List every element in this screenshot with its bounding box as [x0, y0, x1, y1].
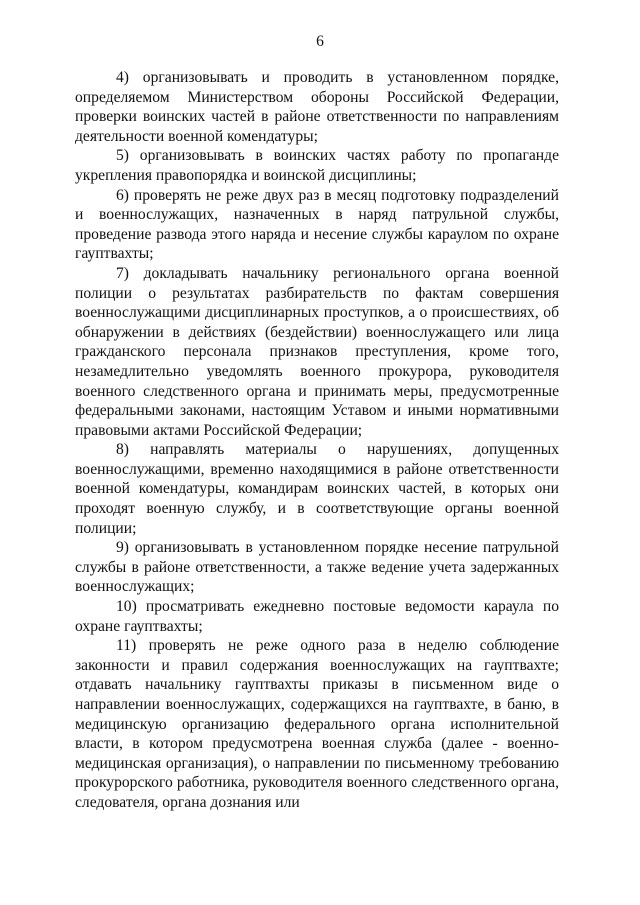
paragraph-item-7: 7) докладывать начальнику регионального органа военной полиции о результатах разбирательств по фактам совершения военнослужащими дисциплинарных проступков, а о происшествиях, об обнаружении в действиях (бездействии) военнослужащего или лица гражданского персонала признаков преступления, кроме того, незамедлительно уведомлять военного прокурора, руководителя военного следственного органа и принимать меры, предусмотренные федеральными законами, настоящим Уставом и иными нормативными правовыми актами Российской Федерации;	[75, 264, 559, 439]
paragraph-item-8: 8) направлять материалы о нарушениях, допущенных военнослужащими, временно находящимися в районе ответственности военной комендатуры, командирам воинских частей, в которых они проходят военную службу, и в соответствующие органы военной полиции;	[75, 441, 559, 537]
document-body	[75, 68, 559, 813]
paragraph-item-9: 9) организовывать в установленном порядке несение патрульной службы в районе ответственности, а также ведение учета задержанных военнослужащих;	[75, 539, 559, 596]
paragraph-item-6: 6) проверять не реже двух раз в месяц подготовку подразделений и военнослужащих, назначенных в наряд патрульной службы, проведение развода этого наряда и несение службы караулом по охране гауптвахты;	[75, 186, 559, 263]
page-number: 6	[316, 33, 324, 50]
paragraph-item-5: 5) организовывать в воинских частях работу по пропаганде укрепления правопорядка и воинской дисциплины;	[75, 147, 559, 184]
paragraph-item-4: 4) организовывать и проводить в установленном порядке, определяемом Министерством обороны Российской Федерации, проверки воинских частей в районе ответственности по направлениям деятельности военной комендатуры;	[75, 69, 559, 145]
paragraph-item-11: 11) проверять не реже одного раза в неделю соблюдение законности и правил содержания военнослужащих на гауптвахте; отдавать начальнику гауптвахты приказы в письменном виде о направлении военнослужащих, содержащихся на гауптвахте, в баню, в медицинскую организацию федерального органа исполнительной власти, в котором предусмотрена военная служба (далее - военно-медицинская организация), о направлении по письменному требованию прокурорского работника, руководителя военного следственного органа, следователя, органа дознания или	[75, 637, 559, 811]
paragraph-item-10: 10) просматривать ежедневно постовые ведомости караула по охране гауптвахты;	[75, 598, 559, 635]
